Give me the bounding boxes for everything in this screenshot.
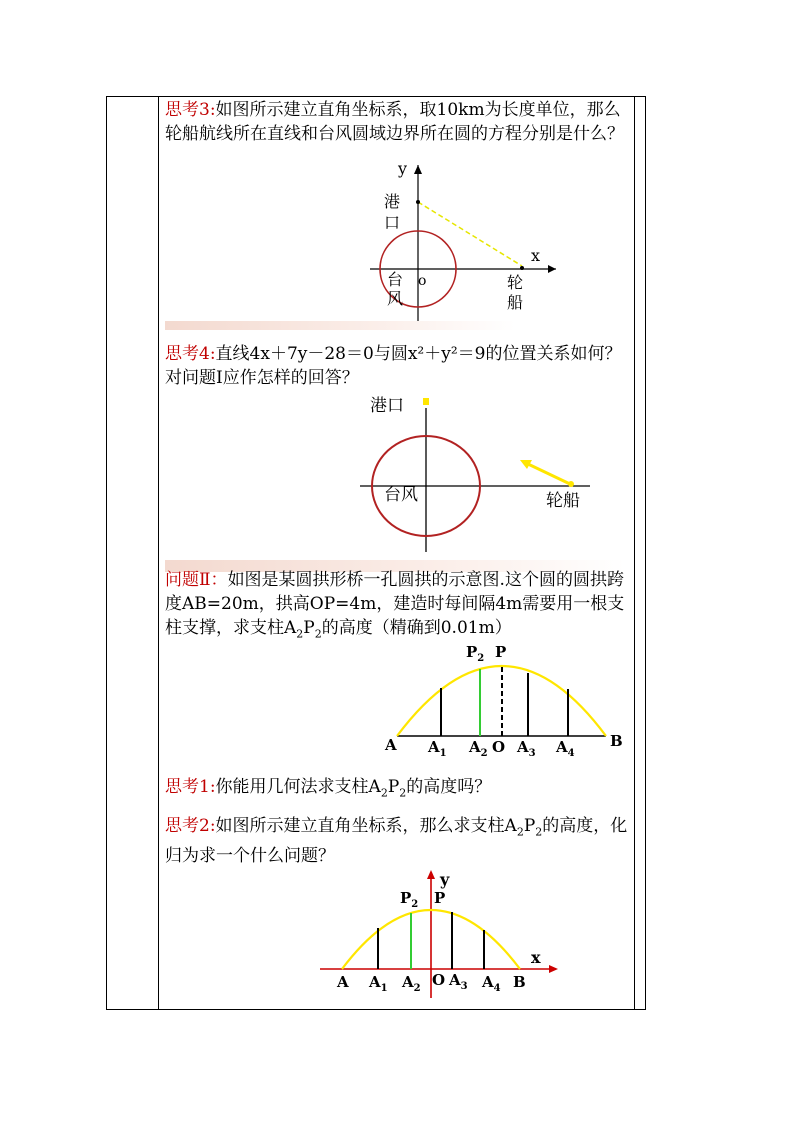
thinking1-p: P: [387, 777, 400, 797]
thinking1-a-sub: 2: [380, 786, 388, 800]
problem2-pillar-p: P: [303, 618, 315, 638]
fig2-port-label: 港口: [370, 396, 404, 416]
fig3-label-a: A: [385, 736, 397, 754]
problem2-pillar-a: A: [284, 618, 297, 638]
problem2-pillar-a-sub: 2: [296, 627, 304, 641]
fig1-ship-label-1: 轮: [507, 273, 524, 292]
fig1-ship-label-2: 船: [507, 293, 524, 312]
fig3-label-p: P: [495, 643, 507, 661]
problem2-pillar-p-sub: 2: [314, 627, 322, 641]
thinking1-a: A: [368, 777, 381, 797]
fig3-label-b: B: [610, 732, 623, 750]
problem2-label: 问题Ⅱ：: [165, 570, 228, 590]
problem2-text: 如图是某圆拱形桥一孔圆拱的示意图.这个圆的圆拱跨度AB=20m，拱高OP=4m，建造时每间隔4m需要用一根支柱支撑，求支柱: [165, 570, 625, 638]
fig4-label-a3: $A_3$: [449, 971, 468, 992]
fig4-label-p: P: [434, 889, 446, 907]
fig3-label-a1: $A_1$: [428, 738, 447, 759]
problem2-text-end: 的高度（精确到0.01m）: [321, 618, 512, 638]
thinking4-label: 思考4:: [165, 344, 216, 364]
thinking2-text-end: 的高度，化归为求一个什么问题？: [165, 816, 628, 867]
fig2-typhoon-label: 台风: [384, 485, 418, 505]
thinking2-label: 思考2:: [165, 816, 216, 836]
thinking3-text: 如图所示建立直角坐标系，取10km为长度单位，那么轮船航线所在直线和台风圆域边界所在圆的方程分别是什么？: [165, 100, 624, 144]
fig4-label-a1: $A_1$: [369, 973, 388, 994]
thinking2-a: A: [504, 816, 517, 836]
thinking3-label: 思考3:: [165, 100, 216, 120]
fig3-label-p2: $P_2$: [466, 643, 485, 664]
fig1-typhoon-label-1: 台: [387, 270, 404, 289]
fig4-x-arrow-icon: [549, 965, 558, 973]
fig4-y-label: y: [440, 870, 450, 889]
fig1-port-label-2: 口: [384, 213, 401, 232]
fig3-label-a3: $A_3$: [517, 738, 536, 759]
fig1-y-label: y: [398, 159, 408, 178]
fig4-label-o: O: [432, 971, 446, 989]
thinking4-text: 直线4x＋7y－28＝0与圆x²＋y²＝9的位置关系如何？对问题Ⅰ应作怎样的回答？: [165, 344, 622, 388]
thinking1-text-end: 的高度吗？: [406, 777, 492, 797]
fig1-origin-label: o: [418, 273, 427, 289]
thinking2-p-sub: 2: [535, 825, 543, 839]
fig1-x-label: x: [531, 246, 541, 265]
thinking1-label: 思考1:: [165, 777, 216, 797]
fig4-x-label: x: [531, 948, 541, 967]
fig3-label-a4: $A_4$: [556, 738, 575, 759]
thinking1-text: 你能用几何法求支柱: [215, 777, 369, 797]
thinking2-p: P: [523, 816, 536, 836]
thinking2-text: 如图所示建立直角坐标系，那么求支柱: [215, 816, 505, 836]
thinking1-p-sub: 2: [399, 786, 407, 800]
fig2-ship-label: 轮船: [546, 491, 580, 511]
thinking2-a-sub: 2: [516, 825, 524, 839]
fig4-label-a2: $A_2$: [402, 973, 421, 994]
fig4-y-arrow-icon: [427, 870, 435, 879]
fig4-label-a: A: [337, 973, 349, 991]
fig4-label-p2: $P_2$: [400, 889, 419, 910]
fig3-label-a2: $A_2$: [469, 738, 488, 759]
fig1-port-label-1: 港: [384, 192, 401, 211]
fig3-label-o: O: [492, 738, 506, 756]
fig4-label-a4: $A_4$: [482, 973, 501, 994]
fig4-label-b: B: [513, 973, 526, 991]
fig1-typhoon-label-2: 风: [387, 289, 404, 308]
